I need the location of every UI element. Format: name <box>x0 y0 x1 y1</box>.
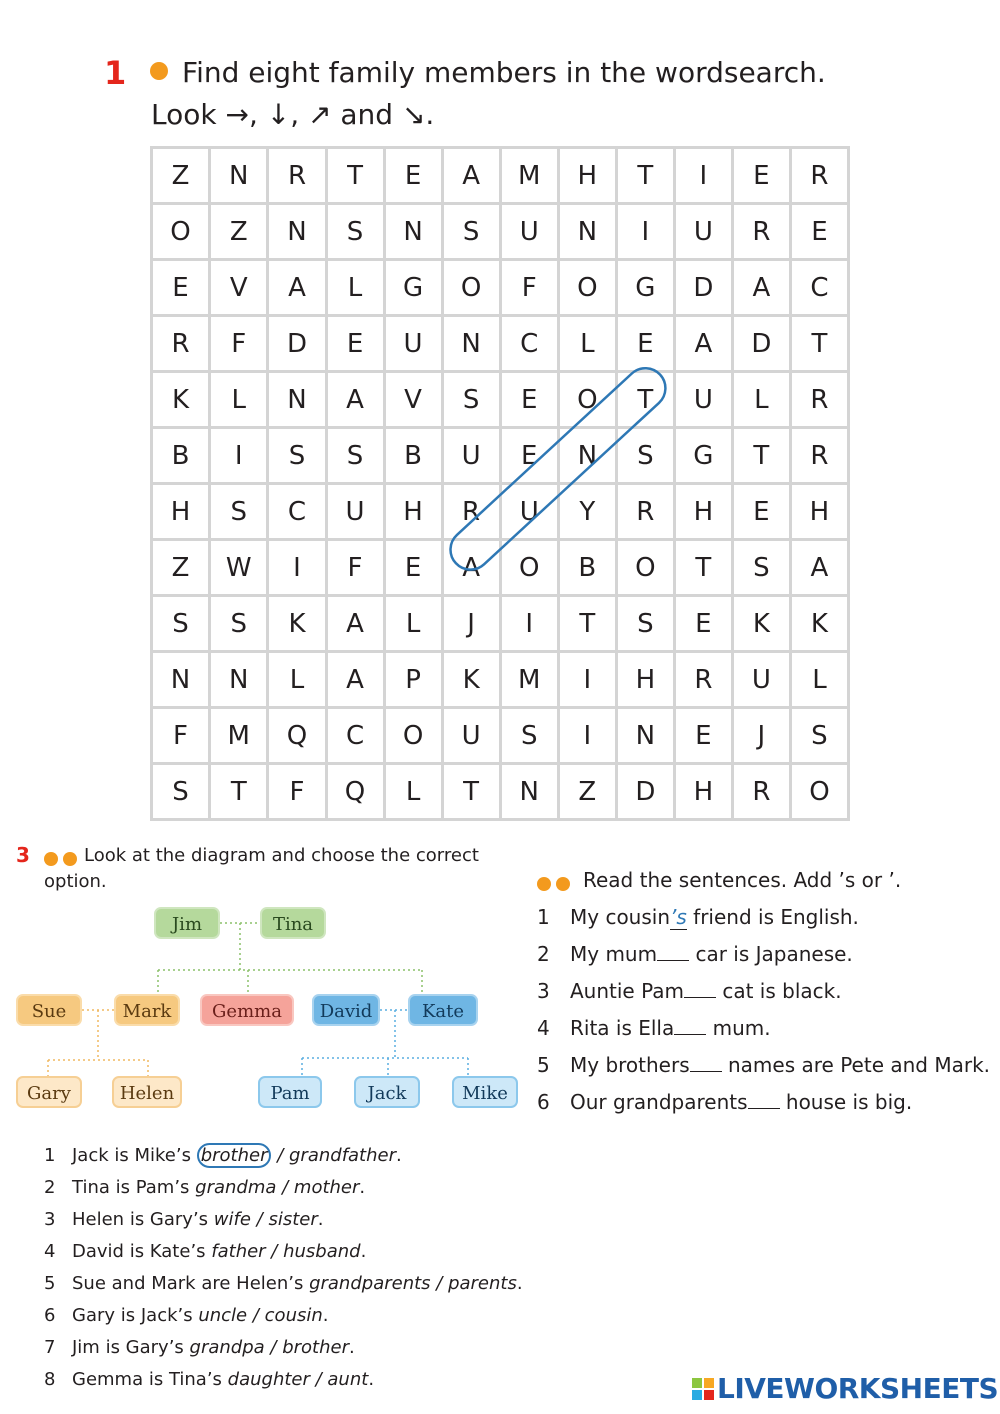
grid-cell[interactable]: F <box>152 708 210 764</box>
question-item <box>44 1337 355 1358</box>
grid-row <box>152 484 849 540</box>
question-text: Helen is Gary’s <box>72 1209 214 1230</box>
grid-cell[interactable]: T <box>558 596 616 652</box>
difficulty-dot-icon <box>44 852 58 866</box>
question-end: . <box>396 1145 402 1166</box>
option-b[interactable]: parents <box>448 1273 517 1294</box>
sentence-number: 6 <box>537 1090 550 1114</box>
grid-cell[interactable]: R <box>674 652 732 708</box>
grid-cell[interactable]: T <box>326 148 384 204</box>
grid-cell[interactable]: E <box>500 372 558 428</box>
grid-cell[interactable]: N <box>210 652 268 708</box>
grid-cell[interactable]: H <box>152 484 210 540</box>
grid-cell[interactable]: A <box>674 316 732 372</box>
grid-cell[interactable]: O <box>790 764 848 820</box>
answer-blank[interactable] <box>684 979 716 998</box>
grid-cell[interactable]: I <box>558 652 616 708</box>
grid-cell[interactable]: L <box>210 372 268 428</box>
grid-cell[interactable]: L <box>732 372 790 428</box>
grid-cell[interactable]: F <box>326 540 384 596</box>
grid-cell[interactable]: Z <box>558 764 616 820</box>
grid-cell[interactable]: C <box>326 708 384 764</box>
sentence-number: 3 <box>537 979 550 1003</box>
grid-cell[interactable]: R <box>790 428 848 484</box>
grid-cell[interactable]: D <box>674 260 732 316</box>
question-text: Gary is Jack’s <box>72 1305 199 1326</box>
option-a[interactable]: grandpa <box>189 1337 265 1358</box>
grid-cell[interactable]: K <box>152 372 210 428</box>
grid-cell[interactable]: I <box>500 596 558 652</box>
grid-cell[interactable]: E <box>500 428 558 484</box>
grid-cell[interactable]: N <box>558 428 616 484</box>
grid-cell[interactable]: F <box>210 316 268 372</box>
grid-cell[interactable]: Z <box>152 148 210 204</box>
grid-cell[interactable]: E <box>732 148 790 204</box>
difficulty-dot-icon <box>537 877 551 891</box>
grid-cell[interactable]: S <box>210 484 268 540</box>
option-separator: / <box>247 1305 265 1326</box>
sentence-item <box>537 1053 990 1077</box>
question-item <box>44 1241 366 1262</box>
grid-cell[interactable]: L <box>790 652 848 708</box>
grid-cell[interactable]: B <box>152 428 210 484</box>
question-number: 2 <box>44 1177 56 1198</box>
grid-row <box>152 428 849 484</box>
grid-cell[interactable]: S <box>732 540 790 596</box>
exercise-1-title: Find eight family members in the wordsearch. <box>182 56 826 89</box>
option-separator: / <box>430 1273 449 1294</box>
sentence-end: car is Japanese. <box>689 942 853 966</box>
option-b[interactable]: cousin <box>264 1305 323 1326</box>
grid-cell[interactable]: E <box>616 316 674 372</box>
exercise-3-title: Look at the diagram and choose the correct <box>84 845 479 866</box>
question-item <box>44 1177 365 1198</box>
sentence-end: mum. <box>706 1016 771 1040</box>
grid-cell[interactable]: S <box>616 596 674 652</box>
grid-cell[interactable]: N <box>210 148 268 204</box>
grid-cell[interactable]: B <box>558 540 616 596</box>
option-b[interactable]: grandfather <box>289 1145 396 1166</box>
grid-cell[interactable]: E <box>732 484 790 540</box>
grid-cell[interactable]: B <box>384 428 442 484</box>
grid-cell[interactable]: H <box>790 484 848 540</box>
grid-cell[interactable]: T <box>674 540 732 596</box>
grid-cell[interactable]: T <box>210 764 268 820</box>
grid-cell[interactable]: A <box>732 260 790 316</box>
grid-cell[interactable]: M <box>210 708 268 764</box>
sentence-start: My cousin <box>570 905 671 929</box>
tree-node-mike: Mike <box>452 1076 518 1108</box>
grid-cell[interactable]: N <box>442 316 500 372</box>
grid-cell[interactable]: H <box>674 764 732 820</box>
difficulty-dot-icon <box>150 62 168 80</box>
option-separator: / <box>309 1369 328 1390</box>
sentence-item <box>537 942 853 966</box>
grid-cell[interactable]: E <box>384 148 442 204</box>
option-b[interactable]: sister <box>268 1209 318 1230</box>
grid-cell[interactable]: G <box>674 428 732 484</box>
grid-cell[interactable]: H <box>674 484 732 540</box>
grid-cell[interactable]: U <box>674 372 732 428</box>
grid-cell[interactable]: E <box>790 204 848 260</box>
sentence-start: Auntie Pam <box>570 979 684 1003</box>
grid-cell[interactable]: E <box>326 316 384 372</box>
option-separator: / <box>276 1177 294 1198</box>
grid-cell[interactable]: A <box>326 652 384 708</box>
option-b[interactable]: husband <box>283 1241 361 1262</box>
question-end: . <box>359 1177 366 1198</box>
grid-cell[interactable]: N <box>558 204 616 260</box>
liveworksheets-logo <box>692 1372 998 1405</box>
grid-cell[interactable]: O <box>442 260 500 316</box>
answer-blank[interactable] <box>690 1053 722 1072</box>
grid-row <box>152 372 849 428</box>
question-item <box>44 1209 323 1230</box>
question-end: . <box>317 1209 324 1230</box>
tree-node-david: David <box>312 994 380 1026</box>
grid-cell[interactable]: O <box>500 540 558 596</box>
answer-blank[interactable]: ’s <box>670 905 687 929</box>
grid-cell[interactable]: I <box>268 540 326 596</box>
grid-cell[interactable]: D <box>616 764 674 820</box>
grid-cell[interactable]: U <box>674 204 732 260</box>
grid-cell[interactable]: C <box>500 316 558 372</box>
grid-cell[interactable]: R <box>442 484 500 540</box>
grid-cell[interactable]: T <box>442 764 500 820</box>
grid-cell[interactable]: S <box>500 708 558 764</box>
grid-cell[interactable]: E <box>674 708 732 764</box>
question-number: 4 <box>44 1241 56 1262</box>
grid-cell[interactable]: R <box>616 484 674 540</box>
grid-cell[interactable]: J <box>732 708 790 764</box>
sentence-number: 5 <box>537 1053 550 1077</box>
grid-cell[interactable]: O <box>558 260 616 316</box>
question-number: 6 <box>44 1305 56 1326</box>
difficulty-dot-icon <box>63 852 77 866</box>
grid-cell[interactable]: W <box>210 540 268 596</box>
grid-cell[interactable]: M <box>500 148 558 204</box>
sentence-start: Our grandparents <box>570 1090 748 1114</box>
tree-node-pam: Pam <box>258 1076 322 1108</box>
difficulty-dot-icon <box>556 877 570 891</box>
exercise-3-number: 3 <box>16 843 30 867</box>
grid-cell[interactable]: A <box>790 540 848 596</box>
grid-cell[interactable]: C <box>268 484 326 540</box>
grid-cell[interactable]: D <box>268 316 326 372</box>
grid-cell[interactable]: R <box>732 204 790 260</box>
question-end: . <box>360 1241 367 1262</box>
grid-cell[interactable]: S <box>210 596 268 652</box>
grid-cell[interactable]: Q <box>268 708 326 764</box>
grid-cell[interactable]: U <box>500 204 558 260</box>
grid-cell[interactable]: I <box>558 708 616 764</box>
grid-cell[interactable]: O <box>558 372 616 428</box>
question-number: 1 <box>44 1145 56 1166</box>
grid-cell[interactable]: A <box>442 148 500 204</box>
question-number: 7 <box>44 1337 56 1358</box>
sentence-end: friend is English. <box>686 905 859 929</box>
grid-row <box>152 316 849 372</box>
sentence-item <box>537 979 842 1003</box>
option-a[interactable]: grandparents <box>309 1273 431 1294</box>
grid-cell[interactable]: L <box>326 260 384 316</box>
liveworksheets-logo-icon <box>692 1378 714 1400</box>
grid-cell[interactable]: Q <box>326 764 384 820</box>
grid-cell[interactable]: R <box>790 372 848 428</box>
sentence-number: 4 <box>537 1016 550 1040</box>
question-text: Sue and Mark are Helen’s <box>72 1273 310 1294</box>
grid-cell[interactable]: F <box>268 764 326 820</box>
grid-cell[interactable]: Z <box>152 540 210 596</box>
question-number: 8 <box>44 1369 56 1390</box>
option-separator: / <box>264 1337 283 1358</box>
question-item <box>44 1273 523 1294</box>
grid-cell[interactable]: O <box>384 708 442 764</box>
grid-cell[interactable]: M <box>500 652 558 708</box>
option-a[interactable]: daughter <box>227 1369 310 1390</box>
question-item <box>44 1305 329 1326</box>
grid-cell[interactable]: R <box>790 148 848 204</box>
grid-cell[interactable]: L <box>384 764 442 820</box>
grid-row <box>152 540 849 596</box>
tree-node-gemma: Gemma <box>200 994 294 1026</box>
grid-cell[interactable]: K <box>268 596 326 652</box>
grid-cell[interactable]: N <box>268 204 326 260</box>
tree-node-kate: Kate <box>408 994 478 1026</box>
sentence-end: house is big. <box>779 1090 913 1114</box>
sentence-item <box>537 1090 912 1114</box>
grid-row <box>152 652 849 708</box>
answer-blank[interactable] <box>674 1016 706 1035</box>
option-a[interactable]: uncle <box>198 1305 248 1326</box>
question-item <box>44 1145 402 1166</box>
option-separator: / <box>265 1241 284 1262</box>
grid-cell[interactable]: H <box>616 652 674 708</box>
option-b[interactable]: aunt <box>327 1369 369 1390</box>
question-end: . <box>322 1305 329 1326</box>
grid-cell[interactable]: U <box>442 428 500 484</box>
grid-cell[interactable]: L <box>558 316 616 372</box>
grid-cell[interactable]: S <box>268 428 326 484</box>
tree-node-jim: Jim <box>154 907 220 939</box>
grid-cell[interactable]: E <box>384 540 442 596</box>
grid-cell[interactable]: V <box>210 260 268 316</box>
sentence-item <box>537 1016 771 1040</box>
grid-row <box>152 204 849 260</box>
grid-cell[interactable]: N <box>152 652 210 708</box>
grid-cell[interactable]: S <box>790 708 848 764</box>
grid-cell[interactable]: O <box>616 540 674 596</box>
grid-cell[interactable]: T <box>790 316 848 372</box>
grid-cell[interactable]: A <box>442 540 500 596</box>
grid-cell[interactable]: I <box>674 148 732 204</box>
question-text: Gemma is Tina’s <box>72 1369 228 1390</box>
answer-blank[interactable] <box>657 942 689 961</box>
grid-cell[interactable]: V <box>384 372 442 428</box>
wordsearch-grid <box>150 146 850 821</box>
grid-cell[interactable]: I <box>210 428 268 484</box>
grid-cell[interactable]: P <box>384 652 442 708</box>
grid-cell[interactable]: E <box>152 260 210 316</box>
grid-cell[interactable]: E <box>674 596 732 652</box>
grid-cell[interactable]: S <box>616 428 674 484</box>
question-end: . <box>348 1337 355 1358</box>
grid-cell[interactable]: S <box>326 204 384 260</box>
grid-cell[interactable]: U <box>732 652 790 708</box>
grid-cell[interactable]: R <box>732 764 790 820</box>
grid-cell[interactable]: I <box>616 204 674 260</box>
grid-cell[interactable]: N <box>384 204 442 260</box>
grid-cell[interactable]: K <box>442 652 500 708</box>
tree-node-gary: Gary <box>16 1076 82 1108</box>
grid-cell[interactable]: T <box>616 372 674 428</box>
sentence-end: names are Pete and Mark. <box>721 1053 991 1077</box>
grid-cell[interactable]: H <box>558 148 616 204</box>
question-item <box>44 1369 374 1390</box>
grid-cell[interactable]: S <box>442 204 500 260</box>
option-b[interactable]: mother <box>293 1177 360 1198</box>
grid-cell[interactable]: U <box>500 484 558 540</box>
sentence-start: My mum <box>570 942 658 966</box>
tree-node-jack: Jack <box>354 1076 420 1108</box>
grid-cell[interactable]: Z <box>210 204 268 260</box>
grid-cell[interactable]: D <box>732 316 790 372</box>
grid-cell[interactable]: K <box>790 596 848 652</box>
exercise-2-title: Read the sentences. Add ’s or ’. <box>583 868 902 892</box>
grid-cell[interactable]: S <box>152 596 210 652</box>
option-b[interactable]: brother <box>282 1337 349 1358</box>
grid-cell[interactable]: J <box>442 596 500 652</box>
grid-cell[interactable]: N <box>616 708 674 764</box>
question-text: Tina is Pam’s <box>72 1177 196 1198</box>
grid-cell[interactable]: T <box>732 428 790 484</box>
question-number: 3 <box>44 1209 56 1230</box>
grid-row <box>152 260 849 316</box>
grid-row <box>152 148 849 204</box>
sentence-start: Rita is Ella <box>570 1016 675 1040</box>
grid-cell[interactable]: T <box>616 148 674 204</box>
difficulty-dots <box>537 873 570 892</box>
tree-node-helen: Helen <box>112 1076 182 1108</box>
grid-cell[interactable]: N <box>268 372 326 428</box>
question-number: 5 <box>44 1273 56 1294</box>
option-separator: / <box>271 1145 289 1166</box>
grid-cell[interactable]: K <box>732 596 790 652</box>
question-text: Jim is Gary’s <box>72 1337 190 1358</box>
grid-cell[interactable]: A <box>268 260 326 316</box>
grid-cell[interactable]: N <box>500 764 558 820</box>
option-a[interactable]: brother <box>197 1143 272 1168</box>
grid-cell[interactable]: F <box>500 260 558 316</box>
grid-row <box>152 596 849 652</box>
option-a[interactable]: father <box>211 1241 266 1262</box>
grid-cell[interactable]: R <box>268 148 326 204</box>
grid-cell[interactable]: A <box>326 372 384 428</box>
option-separator: / <box>250 1209 269 1230</box>
tree-node-sue: Sue <box>16 994 82 1026</box>
grid-cell[interactable]: S <box>152 764 210 820</box>
grid-cell[interactable]: H <box>384 484 442 540</box>
grid-cell[interactable]: G <box>616 260 674 316</box>
answer-blank[interactable] <box>748 1090 780 1109</box>
grid-cell[interactable]: Y <box>558 484 616 540</box>
sentence-item <box>537 905 859 929</box>
tree-node-tina: Tina <box>260 907 326 939</box>
grid-cell[interactable]: A <box>326 596 384 652</box>
logo-text: LIVEWORKSHEETS <box>717 1372 999 1405</box>
grid-cell[interactable]: U <box>442 708 500 764</box>
question-text: David is Kate’s <box>72 1241 212 1262</box>
grid-cell[interactable]: O <box>152 204 210 260</box>
question-end: . <box>516 1273 523 1294</box>
grid-cell[interactable]: S <box>326 428 384 484</box>
question-end: . <box>368 1369 375 1390</box>
question-text: Jack is Mike’s <box>72 1145 197 1166</box>
sentence-end: cat is black. <box>716 979 842 1003</box>
exercise-1-subtitle: Look →, ↓, ↗ and ↘. <box>151 98 435 131</box>
option-a[interactable]: grandma <box>195 1177 277 1198</box>
grid-cell[interactable]: C <box>790 260 848 316</box>
option-a[interactable]: wife <box>213 1209 251 1230</box>
sentence-number: 2 <box>537 942 550 966</box>
grid-cell[interactable]: L <box>384 596 442 652</box>
grid-cell[interactable]: R <box>152 316 210 372</box>
grid-cell[interactable]: G <box>384 260 442 316</box>
grid-cell[interactable]: S <box>442 372 500 428</box>
grid-row <box>152 708 849 764</box>
tree-node-mark: Mark <box>114 994 180 1026</box>
sentence-start: My brothers <box>570 1053 690 1077</box>
difficulty-dots <box>44 848 77 867</box>
grid-cell[interactable]: L <box>268 652 326 708</box>
exercise-3-title-continued: option. <box>44 871 107 892</box>
grid-cell[interactable]: U <box>384 316 442 372</box>
sentence-number: 1 <box>537 905 550 929</box>
grid-cell[interactable]: U <box>326 484 384 540</box>
exercise-1-number: 1 <box>104 54 127 92</box>
grid-row <box>152 764 849 820</box>
